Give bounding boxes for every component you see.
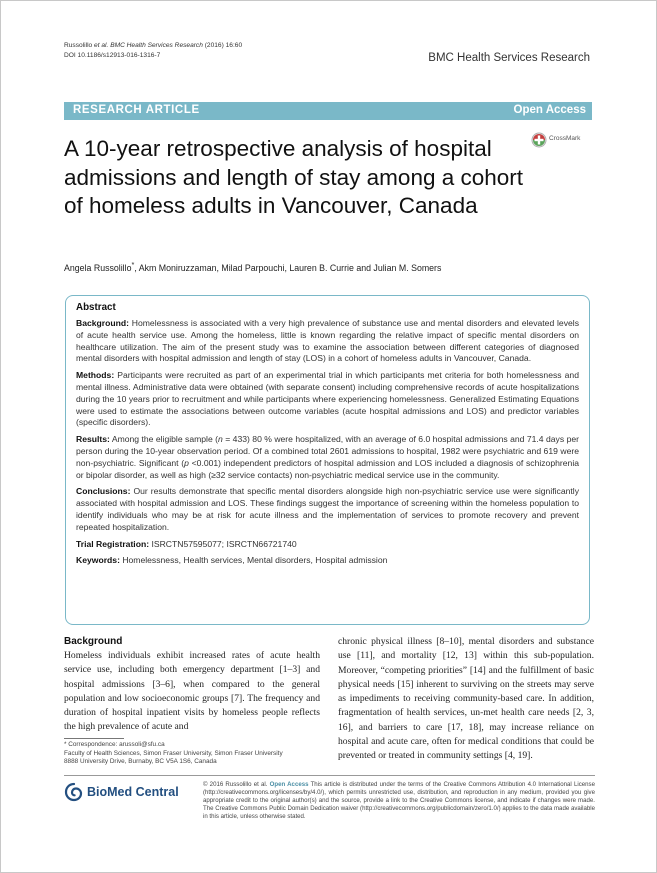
abstract-trial-registration	[76, 539, 579, 551]
journal-name: BMC Health Services Research	[428, 52, 590, 64]
section-text: <0.001) independent predictors of hospital admission and LOS included a diagnosis of schizophrenia or bipolar disorder, as well as high (≥32 service contacts) non-psychiatric medical service use in the community.	[76, 457, 580, 480]
section-heading: Background	[64, 636, 123, 647]
license-statement	[203, 781, 595, 821]
license-copyright: © 2016 Russolillo et al.	[203, 781, 270, 788]
crossmark-badge[interactable]	[531, 132, 581, 153]
citation	[64, 41, 242, 61]
article-type-label: RESEARCH ARTICLE	[73, 104, 200, 116]
abstract-box	[65, 295, 590, 625]
section-label: Results:	[76, 434, 110, 445]
affiliation-line: Faculty of Health Sciences, Simon Fraser University, Simon Fraser University	[64, 749, 283, 757]
other-authors: , Akm Moniruzzaman, Milad Parpouchi, Lauren B. Currie and Julian M. Somers	[134, 262, 442, 273]
affiliation-line: 8888 University Drive, Burnaby, BC V5A 1S6, Canada	[64, 758, 217, 766]
italic-symbol: p	[184, 457, 189, 468]
abstract-background	[76, 318, 579, 365]
section-text: Homelessness is associated with a very high prevalence of substance use and mental disorders and elevated levels of acute health service use. Among the homeless, little is known regarding the relative impact of specific mental disorders on healthcare utilization. The aim of the present study was to examine the association between different categories of diagnosed mental disorders with hospital admission and length of stay (LOS) in a cohort of homeless adults in Vancouver, Canada.	[76, 318, 579, 364]
body-paragraph: chronic physical illness [8–10], mental disorders and substance use [11], and mortality [12, 13] within this sub-population. Moreover, “competing priorities” [14] and the fulfillment of basic physical needs [15] inherent to surviving on the streets may serve as impediments to receiving community-based care. In addition, fragmentation of health services, un-met health care needs [2, 3, 16], and barriers to care [17, 18], may increase reliance on hospital and acute care, often for medical conditions that could be prevented or treated in community settings [4, 19].	[338, 636, 594, 762]
section-text: Participants were recruited as part of an experimental trial in which participants met criteria for both homelessness and mental illness. Administrative data were obtained (with separate consent) including comprehensive records of acute hospitalizations during the 10 years prior to recruitment and while participants where experiencing homelessness. Generalized Estimating Equations were used to estimate the associations between outcome variables (acute hospital admissions and LOS) and predictor variables (specific disorders).	[76, 370, 579, 428]
abstract-methods	[76, 370, 579, 429]
section-label: Keywords:	[76, 555, 120, 566]
citation-volume: (2016) 16:60	[202, 42, 243, 49]
abstract-heading: Abstract	[76, 302, 116, 313]
open-access-label: Open Access	[513, 104, 586, 116]
section-label: Conclusions:	[76, 486, 131, 497]
doi[interactable]: DOI 10.1186/s12913-016-1316-7	[64, 52, 161, 59]
article-type-banner	[64, 102, 592, 120]
author-name[interactable]: Angela Russolillo	[64, 262, 132, 273]
license-open-access: Open Access	[269, 781, 309, 788]
section-text: Our results demonstrate that specific mental disorders alongside high non-psychiatric service use were significantly associated with hospital admission and LOS. These findings suggest the importance of screening within the homeless population to identify individuals who may be at risk for acute illness and the implementation of services to promote recovery and prevent repeated hospitalization.	[76, 486, 579, 532]
section-label: Background:	[76, 318, 129, 328]
body-paragraph: Homeless individuals exhibit increased rates of acute health service use, including both emergency department [1–3] and hospital admissions [3–6], when compared to the general population and low socioeconomic groups [7]. The frequency and duration of hospital inpatient visits by homeless people reflects the high prevalence of acute and	[64, 650, 320, 733]
citation-line-1	[64, 41, 242, 51]
footer-divider	[64, 775, 595, 776]
section-text: Among the eligible sample (	[109, 434, 219, 445]
license-text: This article is distributed under the terms of the Creative Commons Attribution 4.0 International License (http://creativecommons.org/licenses/by/4.0/), which permits unrestricted use, distribution, and reproduction in any medium, provided you give appropriate credit to the original author(s) and the source, provide a link to the Creative Commons license, and indicate if changes were made. The Creative Commons Public Domain Dedication waiver (http://creativecommons.org/publicdomain/zero/1.0/) applies to the data made available in this article, unless otherwise stated.	[203, 781, 595, 821]
citation-author: Russolillo	[64, 42, 93, 49]
correspondence[interactable]: * Correspondence: arussoli@sfu.ca	[64, 741, 165, 748]
italic-symbol: n	[218, 434, 223, 445]
section-text: Homelessness, Health services, Mental disorders, Hospital admission	[119, 555, 388, 566]
section-label: Trial Registration:	[76, 538, 150, 549]
abstract-results	[76, 434, 579, 481]
author-list	[64, 260, 441, 273]
publisher-logo-text: BioMed Central	[87, 785, 179, 799]
abstract-conclusions	[76, 486, 579, 533]
corresponding-mark: *	[131, 260, 135, 269]
section-text: = 433) 80 % were hospitalized, with an average of 6.0 hospital admissions and 71.4 days per person during the 10-year observation period. Of a combined total 2601 admissions to hospital, 1982 were psychiatric and 619 were non-psychiatric. Significant (	[76, 434, 579, 468]
abstract-keywords	[76, 555, 579, 567]
body-column-left	[64, 635, 320, 735]
crossmark-label: CrossMark	[549, 135, 581, 142]
article-title: A 10-year retrospective analysis of hospital admissions and length of stay among a cohort of homeless adults in Vancouver, Canada	[64, 136, 524, 218]
footnote	[64, 741, 324, 767]
publisher-logo[interactable]	[64, 782, 179, 807]
biomed-central-icon	[64, 782, 84, 802]
footnote-rule	[64, 738, 124, 739]
citation-etal: et al.	[92, 42, 111, 49]
section-label: Methods:	[76, 370, 115, 381]
body-column-right	[338, 635, 594, 764]
crossmark-icon	[531, 132, 547, 148]
citation-journal: BMC Health Services Research	[110, 42, 203, 49]
section-text: ISRCTN57595077; ISRCTN66721740	[149, 538, 297, 549]
